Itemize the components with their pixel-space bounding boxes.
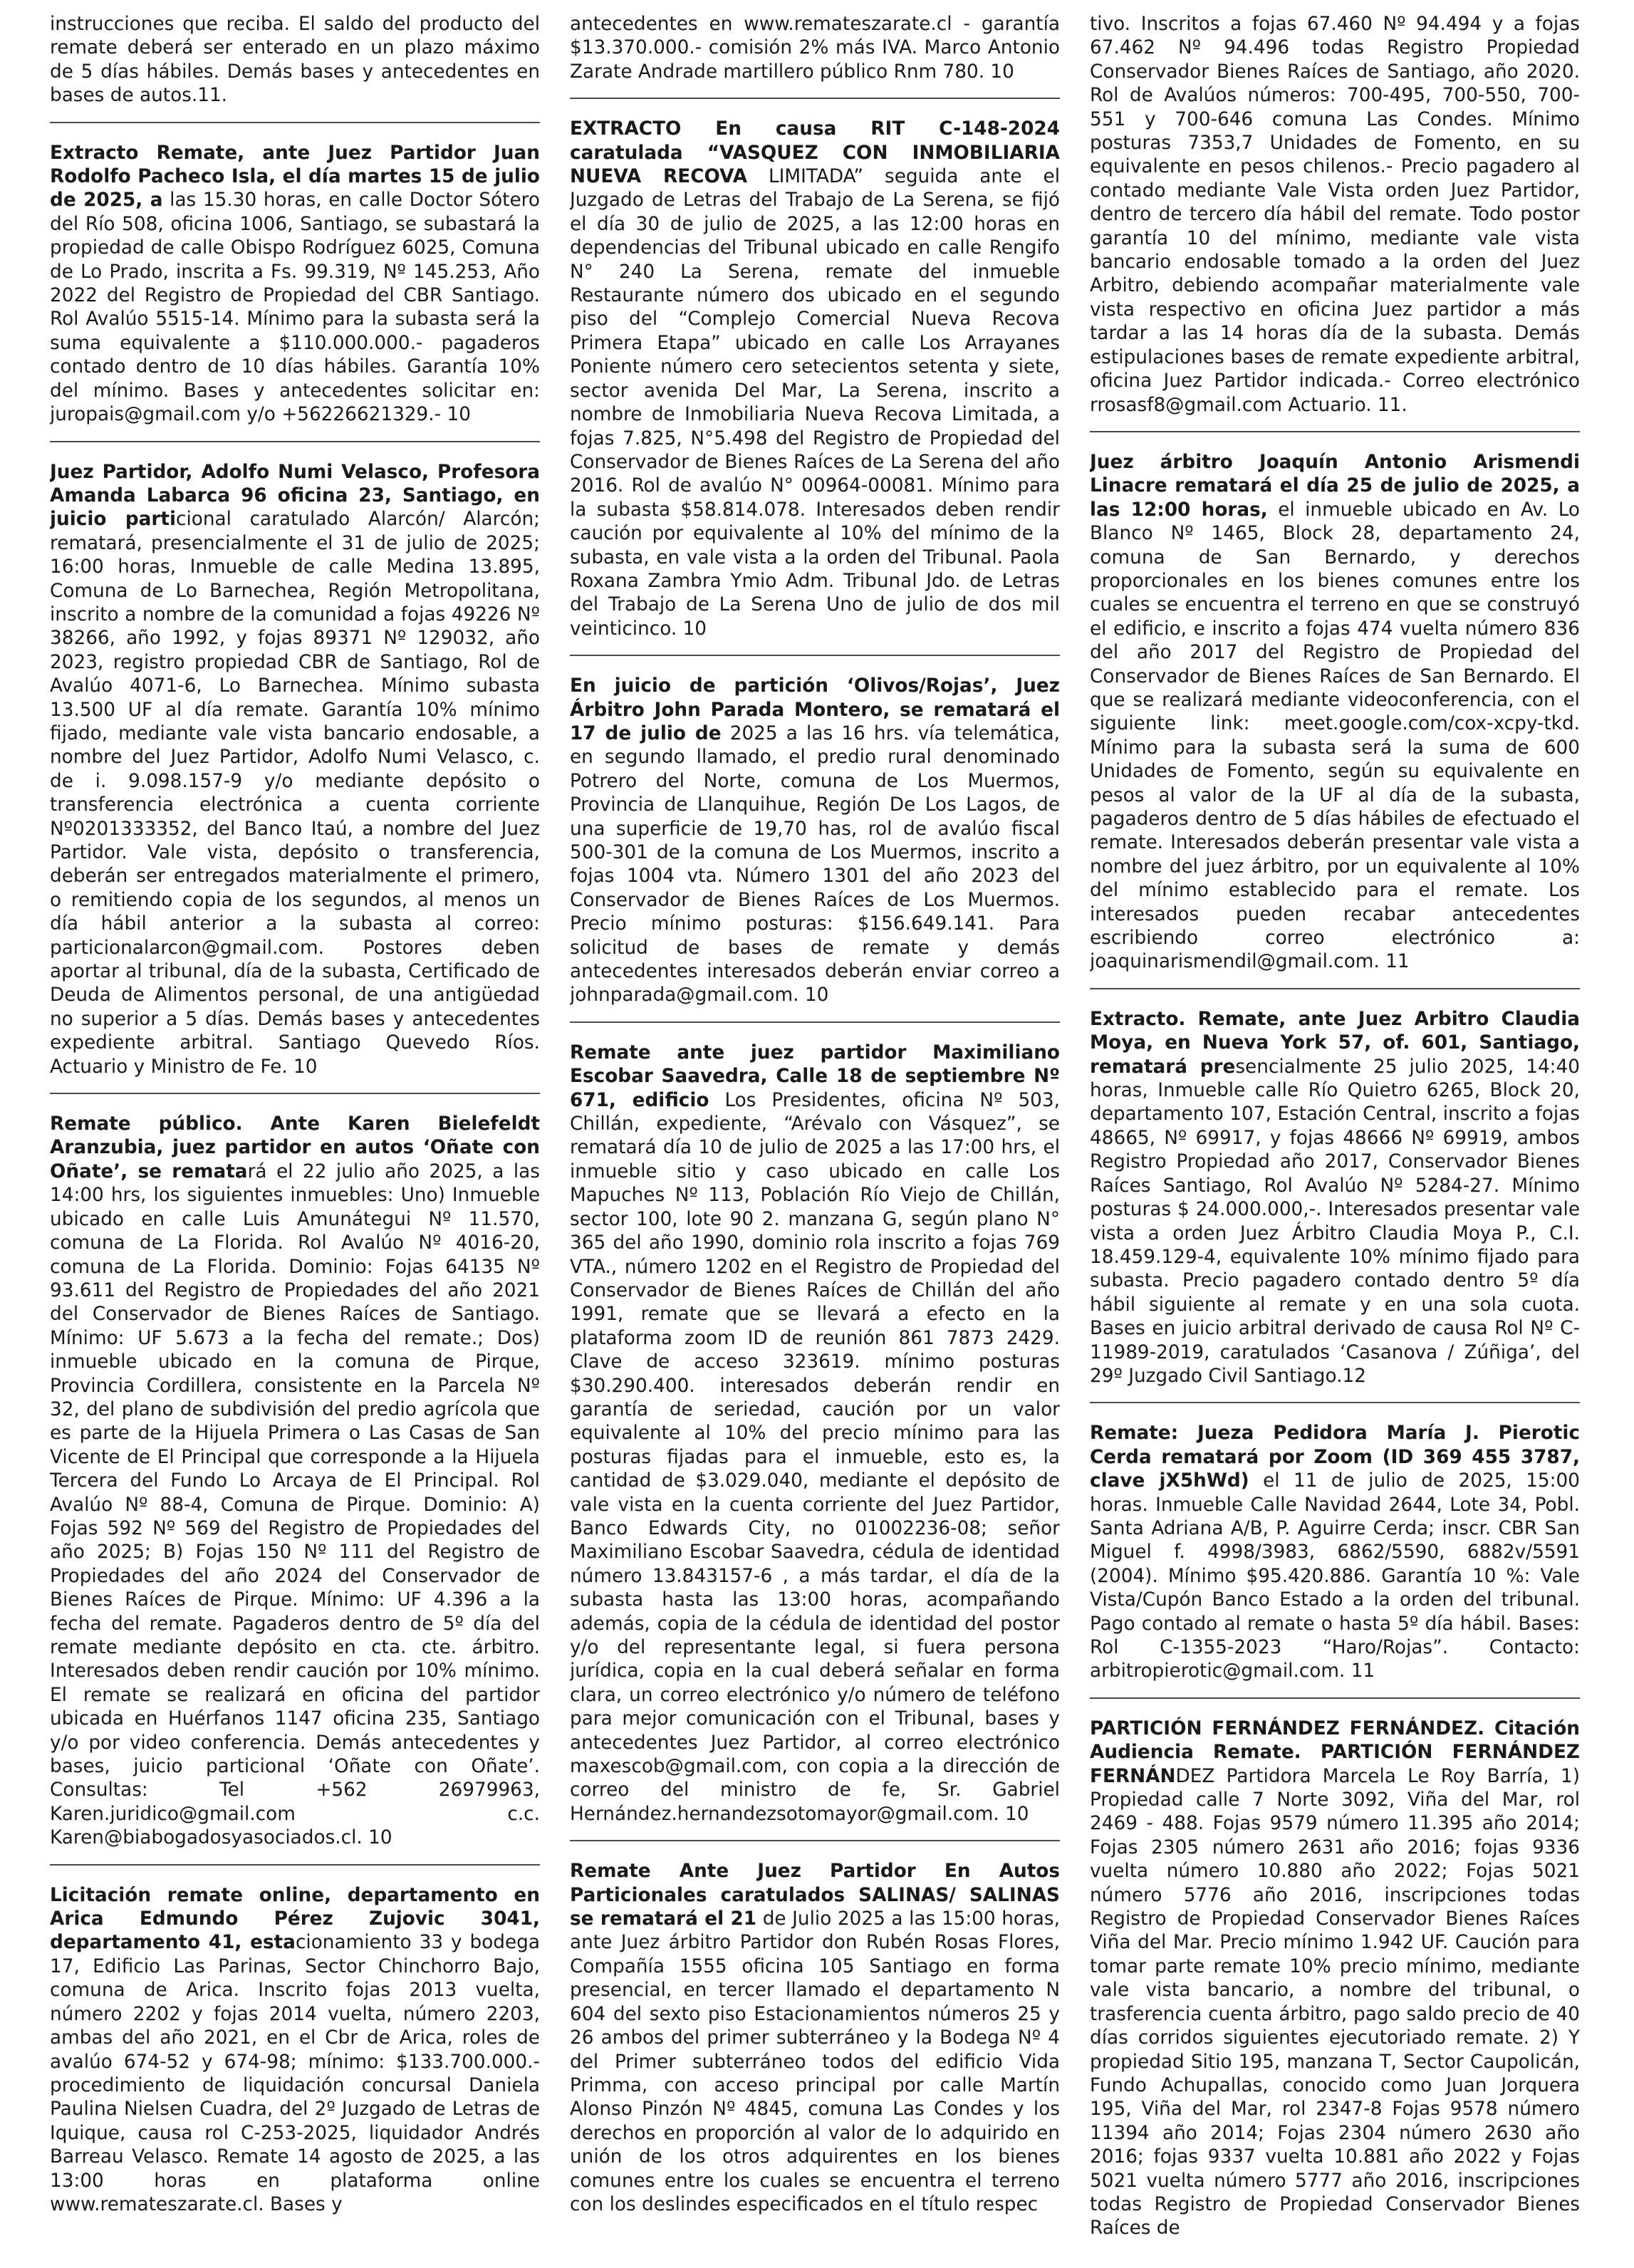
notice-lead: Remate ante juez partidor Maximiliano Escobar Saavedra, Calle 18 de septiembre Nº 671, edificio — [570, 1041, 1060, 1111]
notice-arica — [50, 1884, 540, 2217]
notice-lead: Remate: Jueza Pedidora María J. Pierotic Cerda rematará por Zoom (ID 369 455 3787, clave jX5hWd) — [1090, 1422, 1580, 1492]
notice-continuation — [1090, 13, 1580, 417]
notice-lead: EXTRACTO En causa RIT C-148-2024 caratulada “VASQUEZ CON INMOBILIARIA NUEVA RECOVA — [570, 118, 1060, 188]
column-2 — [570, 13, 1060, 2264]
notice-body: rá el 22 julio año 2025, a las 14:00 hrs, los siguientes inmuebles: Uno) Inmueble ubicado en calle Luis Amunátegui Nº 11.570, comuna de La Florida. Rol Avalúo Nº 4016-20, comuna de La Florida. Dominio: Fojas 64135 Nº 93.611 del Registro de Propiedades del año 2021 del Conservador de Bienes Raíces de Santiago. Mínimo: UF 5.673 a la fecha del remate.; Dos) inmueble ubicado en la comuna de Pirque, Provincia Cordillera, consistente en la Parcela Nº 32, del plano de subdivisión del predio agrícola que es parte de la Hijuela Primera o Las Casas de San Vicente de El Principal que corresponde a la Hijuela Tercera del Fundo Lo Arcaya de El Principal. Rol Avalúo Nº 88-4, Comuna de Pirque. Dominio: A) Fojas 592 Nº 569 del Registro de Propiedades del año 2025; B) Fojas 150 Nº 111 del Registro de Propiedades del año 2024 del Conservador de Bienes Raíces de Pirque. Mínimo: UF 4.396 a la fecha del remate. Pagaderos dentro de 5º día del remate mediante depósito en cta. cte. árbitro. Interesados deben rendir caución por 10% mínimo. El remate se realizará en oficina del partidor ubicada en Huérfanos 1147 oficina 235, Santiago y/o por video conferencia. Demás antecedentes y bases, juicio particional ‘Oñate con Oñate’. Consultas: Tel +562 26979963, Karen.juridico@gmail.com c.c. Karen@biabogadosyasociados.cl. 10 — [50, 1160, 540, 1849]
notice-separator — [1090, 988, 1580, 989]
notice-body: LIMITADA” seguida ante el Juzgado de Letras del Trabajo de La Serena, se fijó el día 30 de julio de 2025, a las 12:00 horas en dependencias del Tribunal ubicado en calle Rengifo N° 240 La Serena, remate del inmueble Restaurante número dos ubicado en el segundo piso del “Complejo Comercial Nueva Recova Primera Etapa” ubicado en calle Los Arrayanes Poniente número cero setecientos setenta y siete, sector avenida Del Mar, La Serena, inscrito a nombre de Inmobiliaria Nueva Recova Limitada, a fojas 7.825, N°5.498 del Registro de Propiedad del Conservador de Bienes Raíces de La Serena del año 2016. Rol de avalúo N° 00964-00081. Mínimo para la subasta $58.814.078. Interesados deben rendir caución por equivalente al 10% del mínimo de la subasta, en vale vista a la orden del Tribunal. Paola Roxana Zambra Ymio Adm. Tribunal Jdo. de Letras del Trabajo de La Serena Uno de julio de dos mil veinticinco. 10 — [570, 166, 1060, 640]
notice-escobar — [570, 1041, 1060, 1826]
notice-separator — [1090, 1697, 1580, 1699]
notice-body: el 11 de julio de 2025, 15:00 horas. Inmueble Calle Navidad 2644, Lote 34, Pobl. Santa Adriana A/B, P. Aguirre Cerda; inscr. CBR San Miguel f. 4998/3983, 6862/5590, 6882v/5591 (2004). Mínimo $95.420.886. Garantía 10 %: Vale Vista/Cupón Banco Estado a la orden del tribunal. Pago contado al remate o hasta 5º día hábil. Bases: Rol C-1355-2023 “Haro/Rojas”. Contacto: arbitropierotic@gmail.com. 11 — [1090, 1470, 1580, 1682]
column-1 — [50, 13, 540, 2264]
notice-arismendi — [1090, 451, 1580, 974]
notice-separator — [570, 98, 1060, 99]
notice-continuation — [50, 13, 540, 108]
notice-lead: Remate público. Ante Karen Bielefeldt Aranzubia, juez partidor en autos ‘Oñate con Oñate’, se remata — [50, 1113, 540, 1182]
notice-lead: PARTICIÓN FERNÁNDEZ FERNÁNDEZ. Citación Audiencia Remate. PARTICIÓN FERNÁNDEZ FERNÁN — [1090, 1717, 1580, 1787]
notice-body: tivo. Inscritos a fojas 67.460 Nº 94.494 y a fojas 67.462 Nº 94.496 todas Registro Propiedad Conservador Bienes Raíces de Santiago, año 2020. Rol de Avalúos números: 700-495, 700-550, 700-551 y 700-646 comuna Las Condes. Mínimo posturas 7353,7 Unidades de Fomento, en su equivalente en pesos chilenos.- Precio pagadero al contado mediante Vale Vista orden Juez Partidor, dentro de tercero día hábil del remate. Todo postor garantía 10 del mínimo, mediante vale vista bancario endosable tomado a la orden del Juez Arbitro, debiendo acompañar materialmente vale vista respectivo en oficina Juez partidor a más tardar a las 14 horas día de la subasta. Demás estipulaciones bases de remate expediente arbitral, oficina Juez Partidor indicada.- Correo electrónico rrosasf8@gmail.com Actuario. 11. — [1090, 14, 1580, 416]
notice-body: 2025 a las 16 hrs. vía telemática, en segundo llamado, el predio rural denominado Potrero del Norte, comuna de Los Muermos, Provincia de Llanquihue, Región De Los Lagos, de una superficie de 19,70 has, rol de avalúo fiscal 500-301 de la comuna de Los Muermos, inscrito a fojas 1004 vta. Número 1301 del año 2023 del Conservador de Bienes Raíces de Los Muermos. Precio mínimo posturas: $156.649.141. Para solicitud de bases de remate y demás antecedentes interesados deberán enviar correo a johnparada@gmail.com. 10 — [570, 722, 1060, 1006]
notice-separator — [1090, 1402, 1580, 1403]
notice-separator — [570, 655, 1060, 656]
notice-fernandez — [1090, 1717, 1580, 2241]
notice-body: cionamiento 33 y bodega 17, Edificio Las Parinas, Sector Chinchorro Bajo, comuna de Arica. Inscrito fojas 2013 vuelta, número 2202 y fojas 2014 vuelta, número 2203, ambas del año 2021, en el Cbr de Arica, roles de avalúo 674-52 y 674-98; mínimo: $133.700.000.- procedimiento de liquidación concursal Daniela Paulina Nielsen Cuadra, del 2º Juzgado de Letras de Iquique, causa rol C-253-2025, liquidador Andrés Barreau Velasco. Remate 14 agosto de 2025, a las 13:00 horas en plataforma online www.remateszarate.cl. Bases y — [50, 1932, 540, 2215]
notice-body: DEZ Partidora Marcela Le Roy Barría, 1) Propiedad calle 7 Norte 3092, Viña del Mar, rol 2469 - 488. Fojas 9579 número 11.395 año 2014; Fojas 2305 número 2631 año 2016; fojas 9336 vuelta número 10.880 año 2022; Fojas 5021 número 5776 año 2016, inscripciones todas Registro de Propiedad Conservador Bienes Raíces Viña del Mar. Precio mínimo 1.942 UF. Caución para tomar parte remate 10% precio mínimo, mediante vale vista bancario, a nombre del tribunal, o trasferencia cuenta árbitro, pago saldo precio de 40 días corridos siguientes ejecutoriado remate. 2) Y propiedad Sitio 195, manzana T, Sector Caupolicán, Fundo Achupallas, conocido como Juan Jorquera 195, Viña del Mar, rol 2347-8 Fojas 9578 número 11394 año 2014; Fojas 2304 número 2630 año 2016; fojas 9337 vuelta 10.881 año 2022 y Fojas 5021 vuelta número 5777 año 2016, inscripciones todas Registro de Propiedad Conservador Bienes Raíces de — [1090, 1765, 1580, 2240]
notice-body: de Julio 2025 a las 15:00 horas, ante Juez árbitro Partidor don Rubén Rosas Flores, Compañía 1555 oficina 105 Santiago en forma presencial, en tercer llamado el departamento N 604 del sexto piso Estacionamientos números 25 y 26 ambos del primer subterráneo y la Bodega Nº 4 del Primer subterráneo todos del edificio Vida Primma, con acceso principal por calle Martín Alonso Pinzón Nº 4845, comuna Las Condes y los derechos en proporción al valor de lo adquirido en unión de los otros adquirentes en los bienes comunes entre los cuales se encuentra el terreno con los deslindes especificados en el título respec — [570, 1908, 1060, 2215]
notice-body: instrucciones que reciba. El saldo del producto del remate deberá ser enterado en un plazo máximo de 5 días hábiles. Demás bases y antecedentes en bases de autos.11. — [50, 14, 540, 107]
notice-lead: Remate Ante Juez Partidor En Autos Particionales caratulados SALINAS/ SALINAS se rematará el 21 — [570, 1861, 1060, 1930]
notice-body: sencialmente 25 julio 2025, 14:40 horas, Inmueble calle Río Quietro 6265, Block 20, departamento 107, Estación Central, inscrito a fojas 48665, Nº 69917, y fojas 48666 Nº 69919, ambos Registro Propiedad año 2017, Conservador Bienes Raíces Santiago, Rol Avalúo Nº 5284-27. Mínimo posturas $ 24.000.000,-. Interesados presentar vale vista a orden Juez Árbitro Claudia Moya P., C.I. 18.459.129-4, equivalente 10% mínimo fijado para subasta. Precio pagadero contado dentro 5º día hábil siguiente al remate y en una sola cuota. Bases en juicio arbitral derivado de causa Rol Nº C-11989-2019, caratulados ‘Casanova / Zúñiga’, del 29º Juzgado Civil Santiago.12 — [1090, 1056, 1580, 1387]
notice-body: cional caratulado Alarcón/ Alarcón; rematará, presencialmente el 31 de julio de 2025; 16:00 horas, Inmueble de calle Medina 13.895, Comuna de Lo Barnechea, Región Metropolitana, inscrito a nombre de la comunidad a fojas 49226 Nº 38266, año 1992, y fojas 89371 Nº 129032, año 2023, registro propiedad CBR de Santiago, Rol de Avalúo 4071-6, Lo Barnechea. Mínimo subasta 13.500 UF al día remate. Garantía 10% mínimo fijado, mediante vale vista bancario endosable, a nombre del Juez Partidor, Adolfo Numi Velasco, c. de i. 9.098.157-9 y/o mediante depósito o transferencia electrónica a cuenta corriente Nº0201333352, del Banco Itaú, a nombre del Juez Partidor. Vale vista, depósito o transferencia, deberán ser entregados materialmente el primero, o remitiendo copia de los segundos, al menos un día hábil anterior a la subasta al correo: particionalarcon@gmail.com. Postores deben aportar al tribunal, día de la subasta, Certificado de Deuda de Alimentos personal, de una antigüedad no superior a 5 días. Demás bases y antecedentes expediente arbitral. Santiago Quevedo Ríos. Actuario y Ministro de Fe. 10 — [50, 509, 540, 1078]
notice-salinas — [570, 1860, 1060, 2217]
notice-separator — [570, 1840, 1060, 1841]
notice-pacheco — [50, 142, 540, 427]
notice-separator — [50, 441, 540, 442]
notice-pierotic — [1090, 1422, 1580, 1683]
notice-lead: Extracto Remate, ante Juez Partidor Juan Rodolfo Pacheco Isla, el día martes 15 de julio de 2025, a — [50, 142, 540, 212]
notice-vasquez — [570, 118, 1060, 641]
notice-separator — [50, 1093, 540, 1094]
notice-body: antecedentes en www.remateszarate.cl - garantía $13.370.000.- comisión 2% más IVA. Marco Antonio Zarate Andrade martillero público Rnm 780. 10 — [570, 14, 1060, 83]
notice-lead: Licitación remate online, departamento en Arica Edmundo Pérez Zujovic 3041, departamento 41, esta — [50, 1884, 540, 1954]
notice-continuation — [570, 13, 1060, 84]
notice-separator — [50, 1864, 540, 1866]
notice-olivos-rojas — [570, 675, 1060, 1008]
notice-body: el inmueble ubicado en Av. Lo Blanco Nº 1465, Block 28, departamento 24, comuna de San Bernardo, y derechos proporcionales en los bienes comunes entre los cuales se encuentra el terreno en que se construyó el edificio, e inscrito a fojas 474 vuelta número 836 del año 2017 del Registro de Propiedad del Conservador de Bienes Raíces de San Bernardo. El que se realizará mediante videoconferencia, con el siguiente link: meet.google.com/cox-xcpy-tkd. Mínimo para la subasta será la suma de 600 Unidades de Fomento, según su equivalente en pesos al valor de la UF al día de la subasta, pagaderos dentro de 5 días hábiles de efectuado el remate. Interesados deberán presentar vale vista a nombre del juez árbitro, por un equivalente al 10% del mínimo establecido para el remate. Los interesados pueden recabar antecedentes escribiendo correo electrónico a: joaquinarismendil@gmail.com. 11 — [1090, 499, 1580, 973]
column-3 — [1090, 13, 1580, 2264]
notice-lead: En juicio de partición ‘Olivos/Rojas’, Juez Árbitro John Parada Montero, se rematará el 17 de julio de — [570, 675, 1060, 744]
notice-lead: Juez Partidor, Adolfo Numi Velasco, Profesora Amanda Labarca 96 oficina 23, Santiago, en juicio parti — [50, 461, 540, 531]
notice-separator — [570, 1021, 1060, 1023]
notice-body: las 15.30 horas, en calle Doctor Sótero del Río 508, oficina 1006, Santiago, se subastará la propiedad de calle Obispo Rodríguez 6025, Comuna de Lo Prado, inscrita a Fs. 99.319, Nº 145.253, Año 2022 del Registro de Propiedad del CBR Santiago. Rol Avalúo 5515-14. Mínimo para la subasta será la suma equivalente a $110.000.000.- pagaderos contado dentro de 10 días hábiles. Garantía 10% del mínimo. Bases y antecedentes solicitar en: juropais@gmail.com y/o +56226621329.- 10 — [50, 189, 540, 426]
notice-bielefeldt — [50, 1113, 540, 1851]
notice-body: Los Presidentes, oficina Nº 503, Chillán, expediente, “Arévalo con Vásquez”, se rematará día 10 de julio de 2025 a las 17:00 hrs, el inmueble sitio y caso ubicado en calle Los Mapuches Nº 113, Población Río Viejo de Chillán, sector 100, lote 90 2. manzana G, según plano N° 365 del año 1990, dominio rola inscrito a fojas 769 VTA., número 1202 en el Registro de Propiedad del Conservador de Bienes Raíces de Chillán del año 1991, remate que se llevará a efecto en la plataforma zoom ID de reunión 861 7873 2429. Clave de acceso 323619. mínimo posturas $30.290.400. interesados deberán rendir en garantía de seriedad, caución por un valor equivalente al 10% del precio mínimo para las posturas fijadas para el inmueble, esto es, la cantidad de $3.029.040, mediante el depósito de vale vista en la cuenta corriente del Juez Partidor, Banco Edwards City, no 01002236-08; señor Maximiliano Escobar Saavedra, cédula de identidad número 13.843157-6 , a más tardar, el día de la subasta hasta las 13:00 horas, acompañando además, copia de la cédula de identidad del postor y/o del representante legal, si fuera persona jurídica, copia en la cual deberá señalar en forma clara, un correo electrónico y/o número de teléfono para mejor comunicación con el Tribunal, bases y antecedentes Juez Partidor, al correo electrónico maxescob@gmail.com, con copia a la dirección de correo del ministro de fe, Sr. Gabriel Hernández.hernandezsotomayor@gmail.com. 10 — [570, 1089, 1060, 1825]
notice-moya — [1090, 1008, 1580, 1389]
notice-lead: Extracto. Remate, ante Juez Arbitro Claudia Moya, en Nueva York 57, of. 601, Santiago, rematará pre — [1090, 1008, 1580, 1078]
notice-separator — [50, 122, 540, 123]
notice-separator — [1090, 431, 1580, 432]
notice-lead: Juez árbitro Joaquín Antonio Arismendi Linacre rematará el día 25 de julio de 2025, a las 12:00 horas, — [1090, 451, 1580, 521]
notice-numi — [50, 461, 540, 1080]
